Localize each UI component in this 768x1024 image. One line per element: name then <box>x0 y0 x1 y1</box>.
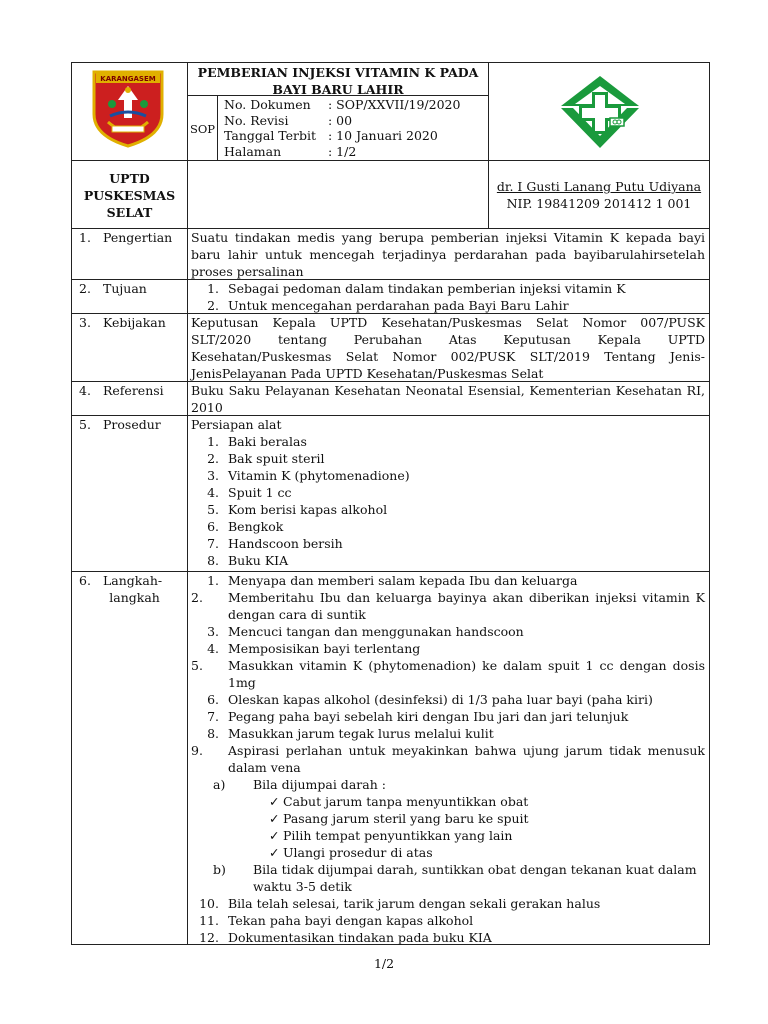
list-item <box>191 450 705 467</box>
list-item <box>191 484 705 501</box>
item-text: Baki beralas <box>228 434 307 449</box>
tujuan-list <box>191 280 705 314</box>
meta-row <box>224 128 460 144</box>
sub-item-text: Bila dijumpai darah : <box>253 777 386 792</box>
checkmark-icon: ✓ <box>269 828 280 843</box>
item-number: 11. <box>199 913 219 928</box>
item-text: Pegang paha bayi sebelah kiri dengan Ibu jari dan jari telunjuk <box>228 709 629 724</box>
list-item <box>191 280 705 297</box>
item-text: Aspirasi perlahan untuk meyakinkan bahwa ujung jarum tidak menusuk dalam vena <box>228 743 705 775</box>
meta-value: : 1/2 <box>328 143 357 159</box>
title-line-2: BAYI BARU LAHIR <box>272 82 404 97</box>
item-number: 4. <box>207 641 219 656</box>
list-item <box>191 535 705 552</box>
item-text: Untuk mencegahan perdarahan pada Bayi Baru Lahir <box>228 298 569 313</box>
item-number: 7. <box>207 536 219 551</box>
institution-line: UPTD <box>109 171 150 186</box>
page-number: 1/2 <box>373 956 395 971</box>
item-number: 1. <box>207 573 219 588</box>
item-text: Bengkok <box>228 519 284 534</box>
meta-value: : SOP/XXVII/19/2020 <box>328 97 461 112</box>
signer-nip: NIP. 19841209 201412 1 001 <box>506 196 692 211</box>
label-col-line <box>187 228 188 945</box>
kebijakan-text: Keputusan Kepala UPTD Kesehatan/Puskesmas Selat Nomor 007/PUSK SLT/2020 tentang Perubahan Atas Keputusan Kepala UPTD Kesehatan/Puskesmas Selat Nomor 002/PUSK SLT/2019 Tentang Jenis-JenisPelayanan Pada UPTD Kesehatan/Puskesmas Selat <box>191 315 705 381</box>
document-meta <box>224 97 460 159</box>
item-number: 8. <box>207 553 219 568</box>
prosedur-content <box>191 416 705 569</box>
item-number: 4. <box>207 485 219 500</box>
signer-name: dr. I Gusti Lanang Putu Udiyana <box>496 179 702 194</box>
row-number: 1. <box>79 230 91 245</box>
signature-block <box>488 178 710 212</box>
table-border-top <box>71 62 710 63</box>
list-item <box>191 297 705 314</box>
prosedur-intro: Persiapan alat <box>191 417 282 432</box>
referensi-text: Buku Saku Pelayanan Kesehatan Neonatal Esensial, Kementerian Kesehatan RI, 2010 <box>191 383 705 415</box>
item-text: Vitamin K (phytomenadione) <box>228 468 410 483</box>
meta-key: Tanggal Terbit <box>224 128 317 143</box>
item-number: 5. <box>191 658 203 673</box>
item-number: 5. <box>207 502 219 517</box>
list-item <box>191 467 705 484</box>
sop-label: SOP <box>190 122 216 136</box>
checkmark-icon: ✓ <box>269 811 280 826</box>
item-number: 2. <box>191 590 203 605</box>
row-number: 2. <box>79 281 91 296</box>
meta-key: No. Revisi <box>224 112 289 128</box>
institution-line: PUSKESMAS <box>83 188 176 203</box>
meta-value: : 10 Januari 2020 <box>328 128 438 143</box>
meta-row <box>224 97 460 113</box>
list-item <box>191 501 705 518</box>
list-item <box>191 691 705 708</box>
item-number: 3. <box>207 624 219 639</box>
check-item <box>191 810 705 827</box>
row-number: 4. <box>79 383 91 398</box>
list-item <box>191 552 705 569</box>
list-item <box>191 725 705 742</box>
list-item <box>191 518 705 535</box>
karangasem-logo <box>90 70 166 148</box>
check-item <box>191 793 705 810</box>
institution-name <box>71 170 188 221</box>
list-item <box>191 895 705 912</box>
sop-cell-line <box>217 95 218 160</box>
list-item <box>191 657 705 691</box>
item-number: 2. <box>207 298 219 313</box>
document-title <box>188 64 488 98</box>
check-item <box>191 844 705 861</box>
item-text: Kom berisi kapas alkohol <box>228 502 388 517</box>
list-item <box>191 433 705 450</box>
item-text: Spuit 1 cc <box>228 485 292 500</box>
list-item <box>191 623 705 640</box>
item-number: 2. <box>207 451 219 466</box>
meta-key: No. Dokumen <box>224 97 311 112</box>
header-mid-line <box>71 160 710 161</box>
row-title-line: langkah <box>109 590 160 605</box>
meta-key: Halaman <box>224 143 282 159</box>
item-number: 9. <box>191 743 203 758</box>
item-number: 1. <box>207 434 219 449</box>
meta-row <box>224 144 460 160</box>
list-item <box>191 572 705 589</box>
row-title-line: Langkah- <box>103 573 163 588</box>
item-text: Memposisikan bayi terlentang <box>228 641 421 656</box>
list-item <box>191 742 705 776</box>
check-item-text: Pilih tempat penyuntikkan yang lain <box>283 828 513 843</box>
row-title: Prosedur <box>103 417 161 432</box>
sub-item-a <box>191 776 705 793</box>
pengertian-text: Suatu tindakan medis yang berupa pemberian injeksi Vitamin K kepada bayi baru lahir untuk mencegah terjadinya perdarahan pada bayibarulahirsetelah proses persalinan <box>191 230 705 279</box>
meta-value: : 00 <box>328 112 353 128</box>
check-item-text: Pasang jarum steril yang baru ke spuit <box>283 811 529 826</box>
item-text: Masukkan jarum tegak lurus melalui kulit <box>228 726 494 741</box>
item-text: Handscoon bersih <box>228 536 343 551</box>
item-number: 3. <box>207 468 219 483</box>
item-number: 6. <box>207 519 219 534</box>
row-number: 6. <box>79 573 91 588</box>
item-number: 6. <box>207 692 219 707</box>
item-text: Buku KIA <box>228 553 289 568</box>
item-text: Mencuci tangan dan menggunakan handscoon <box>228 624 524 639</box>
item-number: 10. <box>199 896 219 911</box>
list-item <box>191 912 705 929</box>
row-number: 5. <box>79 417 91 432</box>
item-number: 8. <box>207 726 219 741</box>
item-text: Dokumentasikan tindakan pada buku KIA <box>228 930 492 945</box>
sub-item-letter: a) <box>213 777 226 792</box>
meta-row <box>224 113 460 129</box>
item-text: Oleskan kapas alkohol (desinfeksi) di 1/3 paha luar bayi (paha kiri) <box>228 692 653 707</box>
row-title: Referensi <box>103 383 164 398</box>
row-title: Tujuan <box>103 281 147 296</box>
checkmark-icon: ✓ <box>269 794 280 809</box>
title-line-1: PEMBERIAN INJEKSI VITAMIN K PADA <box>197 65 479 80</box>
row-number: 3. <box>79 315 91 330</box>
check-item-text: Ulangi prosedur di atas <box>283 845 433 860</box>
item-text: Memberitahu Ibu dan keluarga bayinya akan diberikan injeksi vitamin K dengan cara di suntik <box>228 590 705 622</box>
item-text: Bak spuit steril <box>228 451 325 466</box>
sub-item-text: Bila tidak dijumpai darah, suntikkan obat dengan tekanan kuat dalam waktu 3-5 detik <box>253 862 697 894</box>
sub-item-b <box>191 861 705 895</box>
check-item <box>191 827 705 844</box>
check-item-text: Cabut jarum tanpa menyuntikkan obat <box>283 794 529 809</box>
item-text: Bila telah selesai, tarik jarum dengan sekali gerakan halus <box>228 896 601 911</box>
list-item <box>191 640 705 657</box>
list-item <box>191 708 705 725</box>
list-item <box>191 929 705 946</box>
item-number: 1. <box>207 281 219 296</box>
puskesmas-logo <box>555 72 645 152</box>
sub-item-letter: b) <box>213 862 226 877</box>
checkmark-icon: ✓ <box>269 845 280 860</box>
item-text: Menyapa dan memberi salam kepada Ibu dan keluarga <box>228 573 578 588</box>
item-text: Sebagai pedoman dalam tindakan pemberian injeksi vitamin K <box>228 281 626 296</box>
institution-line: SELAT <box>106 205 153 220</box>
list-item <box>191 589 705 623</box>
logo-text: KARANGASEM <box>100 75 156 83</box>
item-number: 12. <box>199 930 219 945</box>
row-title: Pengertian <box>103 230 173 245</box>
row-title <box>103 572 162 606</box>
row-title: Kebijakan <box>103 315 166 330</box>
item-number: 7. <box>207 709 219 724</box>
item-text: Tekan paha bayi dengan kapas alkohol <box>228 913 474 928</box>
langkah-content <box>191 572 705 946</box>
item-text: Masukkan vitamin K (phytomenadion) ke dalam spuit 1 cc dengan dosis 1mg <box>228 658 705 690</box>
